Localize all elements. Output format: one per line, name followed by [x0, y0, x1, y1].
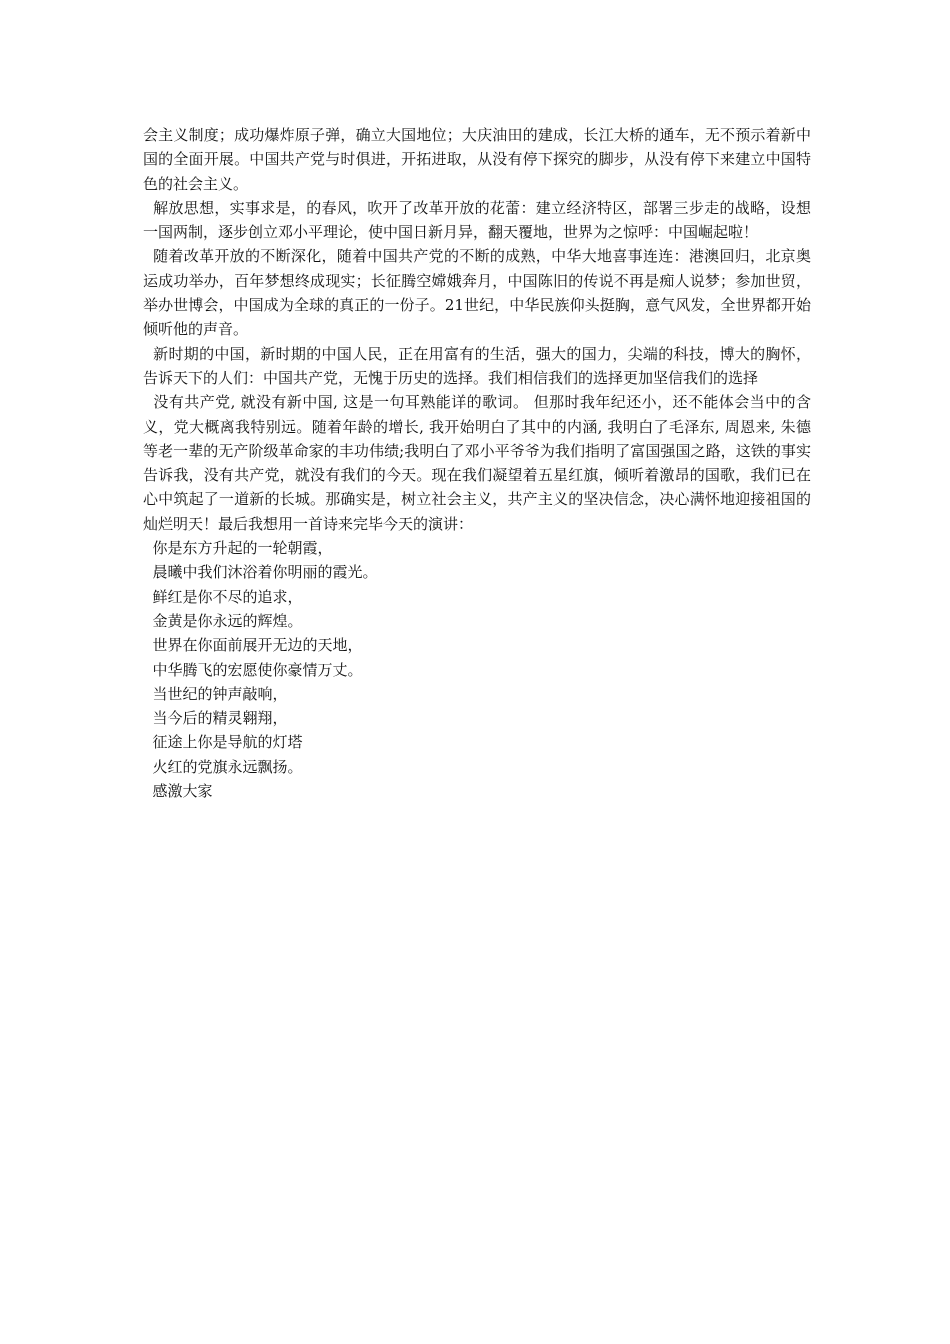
poem-line-8: 当今后的精灵翱翔， [143, 709, 288, 728]
paragraph-2: 解放思想，实事求是，的春风，吹开了改革开放的花蕾：建立经济特区，部署三步走的战略，设想一国两制，逐步创立邓小平理论，使中国日新月异，翻天覆地，世界为之惊呼：中国崛起啦！ [143, 198, 811, 242]
poem-line-6: 中华腾飞的宏愿使你豪情万丈。 [143, 660, 363, 679]
paragraph-4: 新时期的中国，新时期的中国人民，正在用富有的生活，强大的国力，尖端的科技，博大的胸怀，告诉天下的人们：中国共产党，无愧于历史的选择。我们相信我们的选择更加坚信我们的选择 [143, 344, 811, 387]
poem-line-5: 世界在你面前展开无边的天地， [143, 636, 363, 655]
poem-line-4: 金黄是你永远的辉煌。 [143, 611, 303, 630]
poem-line-2: 晨曦中我们沐浴着你明丽的霞光。 [143, 563, 378, 582]
poem-line-1: 你是东方升起的一轮朝霞， [143, 539, 333, 558]
paragraph-1: 会主义制度；成功爆炸原子弹，确立大国地位；大庆油田的建成，长江大桥的通车，无不预示着新中国的全面开展。中国共产党与时俱进，开拓进取，从没有停下探究的脚步，从没有停下来建立中国特色的社会主义。 [143, 126, 811, 193]
poem [143, 536, 811, 803]
poem-line-10: 火红的党旗永远飘扬。 [143, 757, 303, 776]
closing-line: 感激大家 [143, 782, 213, 801]
paragraph-3: 随着改革开放的不断深化，随着中国共产党的不断的成熟，中华大地喜事连连：港澳回归，北京奥运成功举办，百年梦想终成现实；长征腾空嫦娥奔月，中国陈旧的传说不再是痴人说梦；参加世贸，举办世博会，中国成为全球的真正的一份子。21世纪，中华民族仰头挺胸，意气风发，全世界都开始倾听他的声音。 [143, 247, 811, 339]
poem-line-9: 征途上你是导航的灯塔 [143, 733, 303, 752]
poem-line-3: 鲜红是你不尽的追求， [143, 587, 303, 606]
document-body [143, 123, 811, 803]
paragraph-5: 没有共产党, 就没有新中国, 这是一句耳熟能详的歌词。 但那时我年纪还小，还不能体会当中的含义，党大概离我特别远。随着年龄的增长, 我开始明白了其中的内涵, 我明白了毛泽东, 周恩来, 朱德等老一辈的无产阶级革命家的丰功伟绩;我明白了邓小平爷爷为我们指明了富国强国之路，这铁的事实告诉我，没有共产党，就没有我们的今天。现在我们凝望着五星红旗，倾听着激昂的国歌，我们已在心中筑起了一道新的长城。那确实是，树立社会主义，共产主义的坚决信念，决心满怀地迎接祖国的灿烂明天！最后我想用一首诗来完毕今天的演讲： [143, 393, 811, 533]
poem-line-7: 当世纪的钟声敲响， [143, 684, 288, 703]
